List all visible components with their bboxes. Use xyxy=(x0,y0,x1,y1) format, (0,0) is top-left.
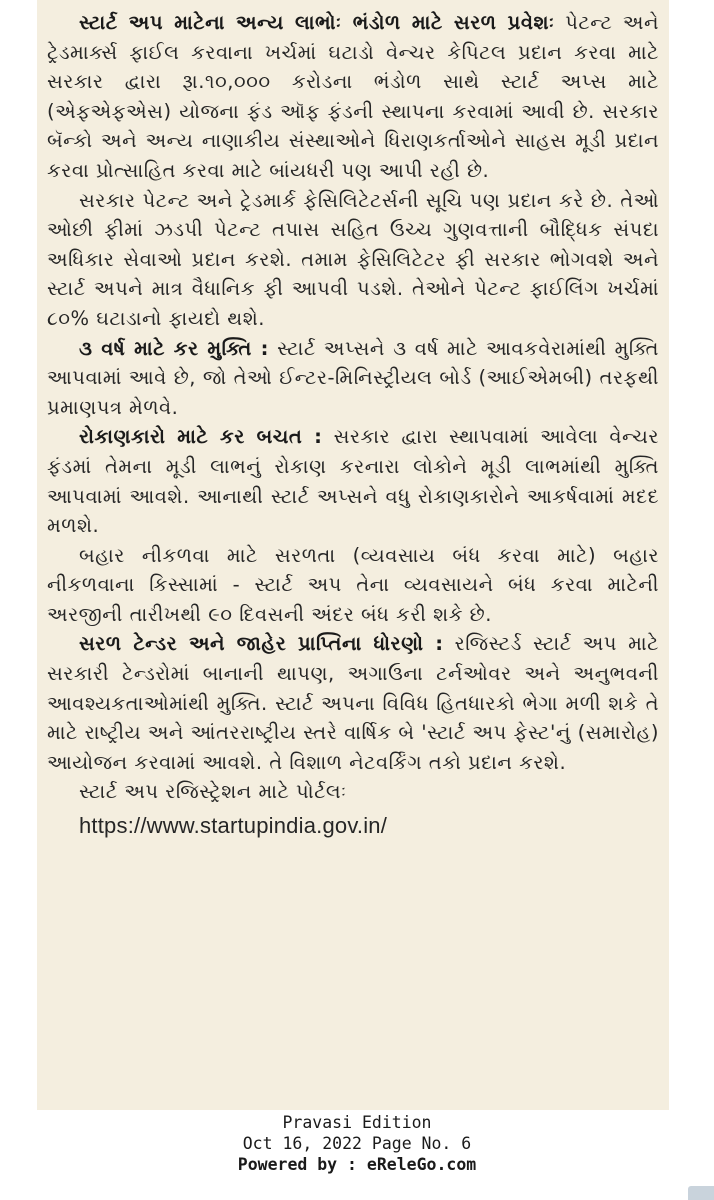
body-investor-tax: સરકાર દ્વારા સ્થાપવામાં આવેલા વેન્ચર ફંડમાં તેમના મૂડી લાભનું રોકાણ કરનારા લોકોને મૂડી લાભમાંથી મુક્તિ આપવામાં આવશે. આનાથી સ્ટાર્ટ અપ્સને વધુ રોકાણકારોને આકર્ષવામાં મદદ મળશે. xyxy=(47,425,659,538)
paragraph-exit xyxy=(47,541,659,630)
paragraph-tender xyxy=(47,629,659,777)
powered-by: Powered by : eReleGo.com xyxy=(237,1155,477,1174)
edition-name: Pravasi Edition xyxy=(282,1113,432,1132)
paragraph-funding xyxy=(47,8,659,186)
corner-tab xyxy=(688,1186,714,1200)
body-tender: રજિસ્ટર્ડ સ્ટાર્ટ અપ માટે સરકારી ટેન્ડરોમાં બાનાની થાપણ, અગાઉના ટર્નઓવર અને અનુભવની આવશ્યકતાઓમાંથી મુક્તિ. સ્ટાર્ટ અપના વિવિધ હિતધારકો ભેગા મળી શકે તે માટે રાષ્ટ્રીય અને આંતરરાષ્ટ્રીય સ્તરે વાર્ષિક બે 'સ્ટાર્ટ અપ ફેસ્ટ'નું (સમારોહ) આયોજન કરવામાં આવશે. તે વિશાળ નેટવર્કિંગ તકો પ્રદાન કરશે. xyxy=(47,632,659,774)
paragraph-tax-exemption xyxy=(47,334,659,423)
body-funding: પેટન્ટ અને ટ્રેડમાર્ક્સ ફાઈલ કરવાના ખર્ચમાં ઘટાડો વેન્ચર કેપિટલ પ્રદાન કરવા માટે સરકાર દ્વારા રૂા.૧૦,૦૦૦ કરોડના ભંડોળ સાથે સ્ટાર્ટ અપ્સ માટે (એફએફએસ) યોજના ફંડ ઑફ ફંડની સ્થાપના કરવામાં આવી છે. સરકાર બૅન્કો અને અન્ય નાણાકીય સંસ્થાઓને ધિરાણકર્તાઓને સાહસ મૂડી પ્રદાન કરવા પ્રોત્સાહિત કરવા માટે બાંયધરી પણ આપી રહી છે. xyxy=(47,11,660,182)
body-portal: સ્ટાર્ટ અપ રજિસ્ટ્રેશન માટે પોર્ટલઃ xyxy=(79,780,347,804)
paragraph-patent-facilitators xyxy=(47,186,659,334)
heading-tax-exemption: ૩ વર્ષ માટે કર મુક્તિ : xyxy=(79,336,269,360)
paragraph-investor-tax xyxy=(47,422,659,540)
edition-footer xyxy=(0,1112,714,1175)
edition-date-page: Oct 16, 2022 Page No. 6 xyxy=(242,1134,472,1153)
body-patent-facilitators: સરકાર પેટન્ટ અને ટ્રેડમાર્ક ફેસિલિટેટર્સની સૂચિ પણ પ્રદાન કરે છે. તેઓ ઓછી ફીમાં ઝડપી પેટન્ટ તપાસ સહિત ઉચ્ચ ગુણવત્તાની બૌદ્ધિક સંપદા અધિકાર સેવાઓ પ્રદાન કરશે. તમામ ફેસિલિટેટર ફી સરકાર ભોગવશે અને સ્ટાર્ટ અપને માત્ર વૈધાનિક ફી આપવી પડશે. તેઓને પેટન્ટ ફાઈલિંગ ખર્ચમાં ૮૦% ઘટાડાનો ફાયદો થશે. xyxy=(47,188,659,330)
paragraph-portal xyxy=(47,777,659,807)
heading-funding: સ્ટાર્ટ અપ માટેના અન્ય લાભોઃ ભંડોળ માટે સરળ પ્રવેશઃ xyxy=(79,11,555,34)
heading-tender: સરળ ટેન્ડર અને જાહેર પ્રાપ્તિના ધોરણો : xyxy=(79,632,444,656)
newspaper-clipping xyxy=(37,0,669,1110)
article-text xyxy=(47,8,659,841)
body-exit: બહાર નીકળવા માટે સરળતા (વ્યવસાય બંધ કરવા માટે) બહાર નીકળવાના કિસ્સામાં - સ્ટાર્ટ અપ તેના વ્યવસાયને બંધ કરવા માટેની અરજીની તારીખથી ૯૦ દિવસની અંદર બંધ કરી શકે છે. xyxy=(47,543,659,626)
body-tax-exemption: સ્ટાર્ટ અપ્સને ૩ વર્ષ માટે આવકવેરામાંથી મુક્તિ આપવામાં આવે છે, જો તેઓ ઈન્ટર-મિનિસ્ટ્રીયલ બોર્ડ (આઈએમબી) તરફથી પ્રમાણપત્ર મેળવે. xyxy=(47,336,659,419)
heading-investor-tax: રોકાણકારો માટે કર બચત : xyxy=(79,425,323,449)
portal-url: https://www.startupindia.gov.in/ xyxy=(79,813,388,839)
